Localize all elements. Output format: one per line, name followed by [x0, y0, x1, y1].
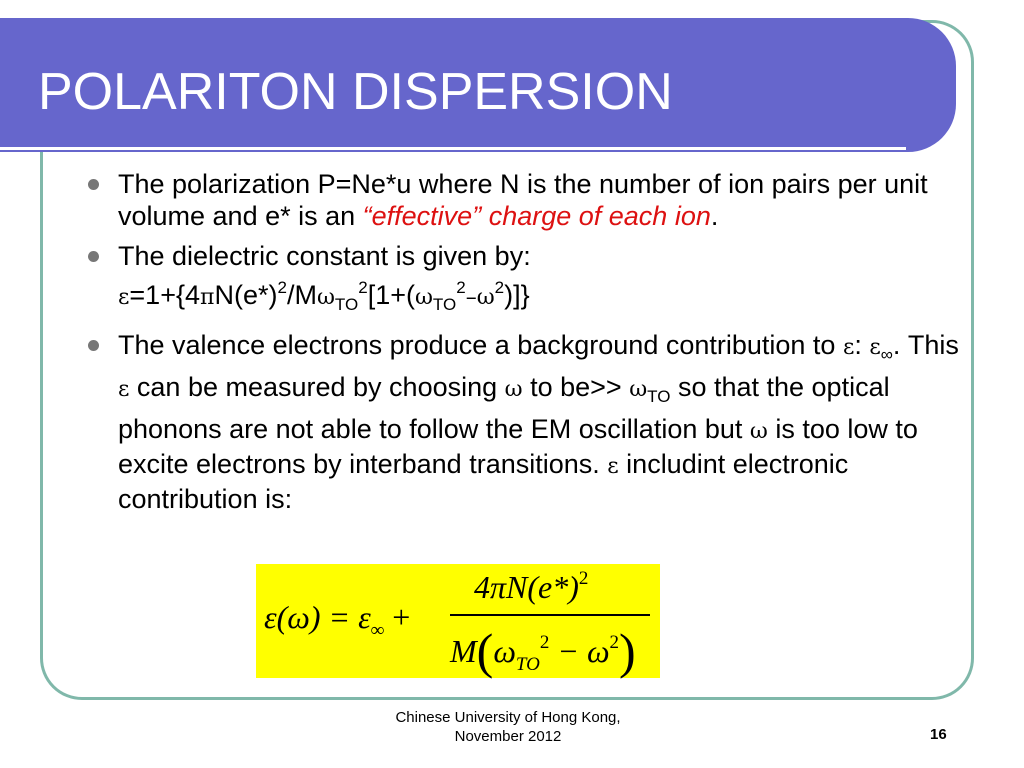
slide-title: POLARITON DISPERSION: [38, 63, 673, 121]
slide-footer: [370, 708, 646, 746]
bullet-polarization: [88, 168, 968, 232]
bullet-text-end: .: [710, 201, 719, 231]
bullet-dot-icon: [88, 179, 99, 190]
formula-lhs: $\varepsilon(\omega) = \varepsilon_\infty$ +: [264, 599, 411, 641]
dielectric-formula: [256, 564, 660, 678]
formula-highlight: [256, 564, 660, 678]
bullet-text: The dielectric constant is given by:: [118, 241, 531, 271]
bullet-text: The valence electrons produce a background contribution to ε: $\varepsilon_\infty$. This ε can be measured by choosing ω to $be>> \omega_{TO}$ so that the optical phonons are not able to follow the EM oscillation but ω is too low to excite electrons by interband transitions. ε includint electronic contribution is:: [118, 330, 959, 514]
footer-line-2: November 2012: [454, 728, 562, 745]
bullet-dot-icon: [88, 251, 99, 262]
dielectric-expression: $\varepsilon=1+\{4\pi N(e*)^2/M\omega_{TO}^2[1+(\omega_{TO}^2-\omega^2)]\}$: [118, 278, 530, 314]
bullet-list: [88, 168, 968, 523]
bullet-valence: [88, 329, 968, 515]
bullet-text: The polarization P=Ne*u where N is the number of ion pairs per unit volume and e* is an: [118, 169, 928, 231]
emphasis-text: “effective” charge of each ion: [362, 201, 711, 231]
title-band: [0, 18, 956, 152]
fraction-bar: [450, 614, 650, 616]
formula-numerator: $4\pi N(e*)^2$: [474, 568, 589, 605]
formula-denominator: $M(\omega_{TO}^2 - \omega^2)$: [450, 623, 636, 679]
footer-line-1: Chinese University of Hong Kong,: [395, 709, 621, 726]
bullet-dot-icon: [88, 340, 99, 351]
page-number: 16: [930, 726, 947, 743]
title-underline: [0, 147, 906, 150]
bullet-dielectric: [88, 240, 968, 321]
